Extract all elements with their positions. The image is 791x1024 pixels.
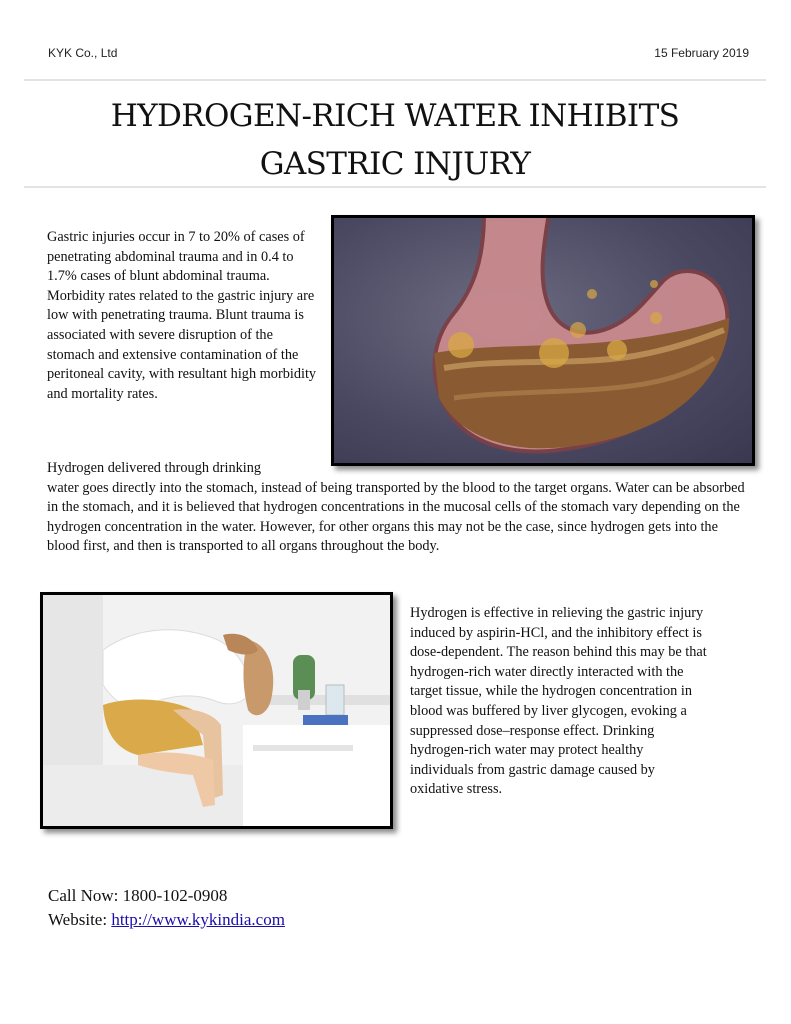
paragraph-hydrogen-delivery-body: water goes directly into the stomach, instead of being transported by the blood to the target organs. Water can be absorbed in the stomach, and it is believed that hydrogen concentrations in the mucosal cells of the stomach vary depending on the hydrogen concentration in the water. However, for other organs this may not be the case, since hydrogen gets into the blood first, and then is transported to all organs throughout the body.	[47, 479, 745, 555]
company-name: KYK Co., Ltd	[48, 46, 118, 60]
document-date: 15 February 2019	[654, 46, 749, 60]
stomach-illustration-image	[331, 215, 755, 466]
paragraph-hydrogen-delivery-first-line: Hydrogen delivered through drinking	[47, 460, 262, 476]
phone-number: 1800-102-0908	[122, 886, 228, 905]
title-line-1: HYDROGEN-RICH WATER INHIBITS	[110, 98, 680, 134]
woman-stomach-pain-photo	[40, 592, 393, 829]
page-title	[24, 92, 766, 188]
call-now-label: Call Now:	[48, 886, 123, 905]
title-line-2: GASTRIC INJURY	[259, 146, 531, 182]
contact-block	[48, 884, 285, 932]
call-now-line	[48, 884, 285, 908]
paragraph-hydrogen-delivery	[47, 459, 747, 557]
title-divider	[24, 186, 766, 188]
paragraph-gastric-injuries: Gastric injuries occur in 7 to 20% of cases of penetrating abdominal trauma and in 0.4 to 1.7% cases of blunt abdominal trauma. Morbidity rates related to the gastric injury are low with penetrating trauma. Blunt trauma is associated with severe disruption of the stomach and extensive contamination of the peritoneal cavity, with resultant high morbidity and mortality rates.	[47, 229, 317, 402]
website-line	[48, 908, 285, 932]
website-link[interactable]: http://www.kykindia.com	[111, 910, 285, 929]
website-label: Website:	[48, 910, 112, 929]
top-divider	[24, 79, 766, 81]
paragraph-hydrogen-effect: Hydrogen is effective in relieving the gastric injury induced by aspirin-HCl, and the inhibitory effect is dose-dependent. The reason behind this may be that hydrogen-rich water directly interacted with the target tissue, while the hydrogen concentration in blood was buffered by liver glycogen, evoking a suppressed dose–response effect. Drinking hydrogen-rich water may protect healthy individuals from gastric damage caused by oxidative stress.	[410, 605, 707, 798]
